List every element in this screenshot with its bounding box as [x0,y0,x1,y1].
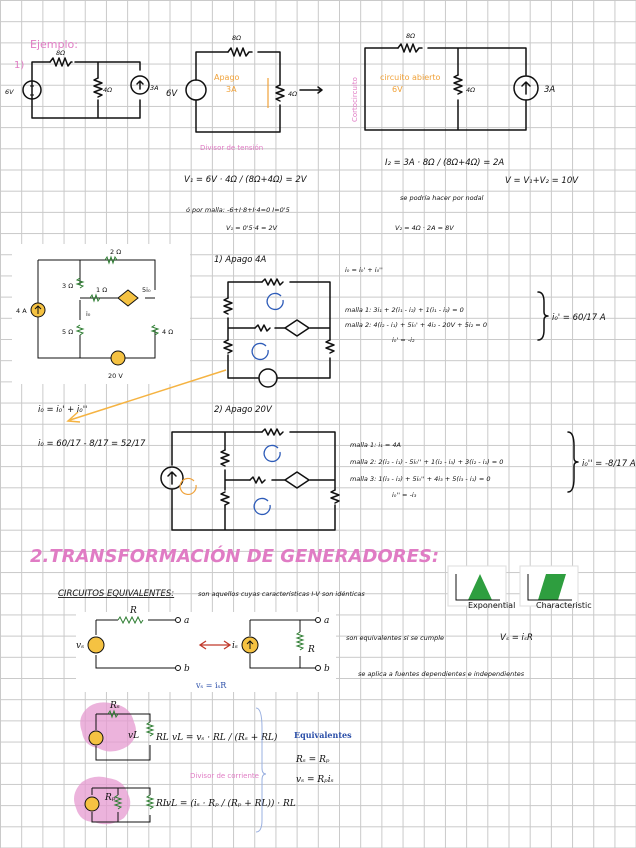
equiv-text: son equivalentes si se cumple [346,634,445,642]
pc-2ohm: 2 Ω [110,248,122,256]
brace-b [568,432,578,492]
divisor-tension-label: Divisor de tensión [200,144,264,152]
r1-label-b: 8Ω [232,34,242,42]
lbl-vl-1: vL [128,731,140,741]
circuit-1-original [5,49,159,118]
r1-label: 8Ω [56,49,66,57]
big-brace [256,708,266,832]
eq-sum: V = V₁+V₂ = 10V [505,176,579,186]
fig-b1: b [184,664,190,674]
r2-label-c: 4Ω [466,86,476,94]
pink-blob-1 [80,702,136,751]
eq-vl-v: vL = vₛ · RL / (Rₛ + RL) [172,733,278,743]
pc-4a: 4 A [16,307,27,315]
apago2-label: 2) Apago 20V [214,405,272,415]
fig-b2: b [324,664,330,674]
circuit-1-apago [166,34,297,152]
definition-text: son aquellos cuyas características I-V son idénticas [198,590,365,598]
vsrc-label-b: 6V [166,89,178,99]
circuito-abierto-label: circuito abierto [380,73,441,82]
divisor-corriente: Divisor de corriente [190,772,259,780]
lbl-rl-2: RL [156,799,169,809]
lbl-rl-1: RL [156,733,169,743]
fig-R1: R [130,606,137,616]
eq-v1: V₁ = 6V · 4Ω / (8Ω+4Ω) = 2V [184,175,307,185]
equiv-cond: Vₛ = iₛR [500,633,533,643]
circuit-1-apago-6v [351,32,555,130]
io-def: i₀ = i₀' + i₀'' [345,266,383,274]
brace-a [538,292,548,340]
eq-i2: I₂ = 3A · 8Ω / (8Ω+4Ω) = 2A [385,158,505,168]
lbl-rs: Rₛ [110,701,120,711]
eq-v2: V₂ = 4Ω · 2A = 8V [395,224,454,232]
malla2-a: malla 2: 4(i₂ - i₁) + 5i₀' + 4i₂ - 20V + 5i₂ = 0 [345,321,487,329]
apago1-label: 1) Apago 4A [214,255,267,265]
equivalentes-label: Equivalentes [294,730,352,740]
fig-caption: vₛ = iₛR [196,681,227,690]
r2-label-b: 4Ω [288,90,298,98]
vsrc-label: 6V [5,88,14,96]
malla3-b: malla 3: 1(i₃ - i₂) + 5i₀'' + 4i₃ + 5(i₃ - i₁) = 0 [350,475,491,483]
r1-label-c: 8Ω [406,32,416,40]
cond-a: i₀' = -i₂ [392,336,415,344]
malla2-b: malla 2: 2(i₂ - i₁) - 5i₀'' + 1(i₂ - i₃) + 3(i₂ - i₁) = 0 [350,458,504,466]
note-nodal: se podría hacer por nodal [400,194,484,202]
lbl-rp: Rₚ [105,793,116,803]
thumb-a-label: Exponential [468,601,516,610]
eq-rs: Rₛ = Rₚ [296,755,330,765]
pc-5io: 5i₀ [142,286,151,294]
pc-20v: 20 V [108,372,123,380]
example-number-1: 1) [14,60,25,71]
eq-vl-i: vL = (iₛ · Rₚ / (Rₚ + RL)) · RL [166,799,296,809]
thumb-b-label: Characteristic [536,601,592,610]
eq-vs: vₛ = Rₚiₛ [296,775,334,785]
eq-v1b: V₁ = 0'5·4 = 2V [226,224,278,232]
res-b: i₀'' = -8/17 A [582,459,636,469]
section-subtitle: CIRCUITOS EQUIVALENTES: [58,589,175,599]
apago-value: 3A [226,85,237,94]
pc-4ohm: 4 Ω [162,328,174,336]
circuit-apago-4a [224,279,334,387]
pc-io: i₀ [86,310,91,318]
fig-R2: R [308,645,315,655]
malla1-a: malla 1: 3i₁ + 2(i₁ - i₂) + 1(i₁ - i₂) = 0 [345,306,464,314]
eq-malla: ó por malla: -6+I·8+I·4=0 I=0'5 [186,206,290,214]
malla1-b: malla 1: i₁ = 4A [350,441,401,449]
arrow-1 [300,87,322,93]
section-title: 2.TRANSFORMACIÓN DE GENERADORES: [30,546,440,567]
cortocircuito-label: Cortocircuito [351,77,359,122]
circuit-apago-20v [161,429,339,530]
fig-vs: vₛ [76,641,85,651]
applies-text: se aplica a fuentes dependientes e independientes [358,670,525,678]
sum2: i₀ = 60/17 - 8/17 = 52/17 [38,439,146,449]
r2-label: 4Ω [103,86,113,94]
res-a: i₀' = 60/17 A [552,313,606,323]
isrc-label-c: 3A [544,85,556,95]
isrc-label: 3A [150,84,159,92]
apago-label: Apago [214,73,240,82]
sum1: i₀ = i₀' + i₀'' [38,405,88,415]
pc-1ohm: 1 Ω [96,286,108,294]
fig-is: iₛ [232,641,238,651]
pc-5ohm: 5 Ω [62,328,74,336]
circuito-abierto-value: 6V [392,85,403,94]
fig-a2: a [324,616,330,626]
pink-blob-2 [74,777,130,825]
example-title: Ejemplo: [30,38,78,51]
equiv-figure-bg [76,612,336,692]
fig-a1: a [184,616,190,626]
cond-b: i₀'' = -i₃ [392,491,417,499]
pc-3ohm: 3 Ω [62,282,74,290]
